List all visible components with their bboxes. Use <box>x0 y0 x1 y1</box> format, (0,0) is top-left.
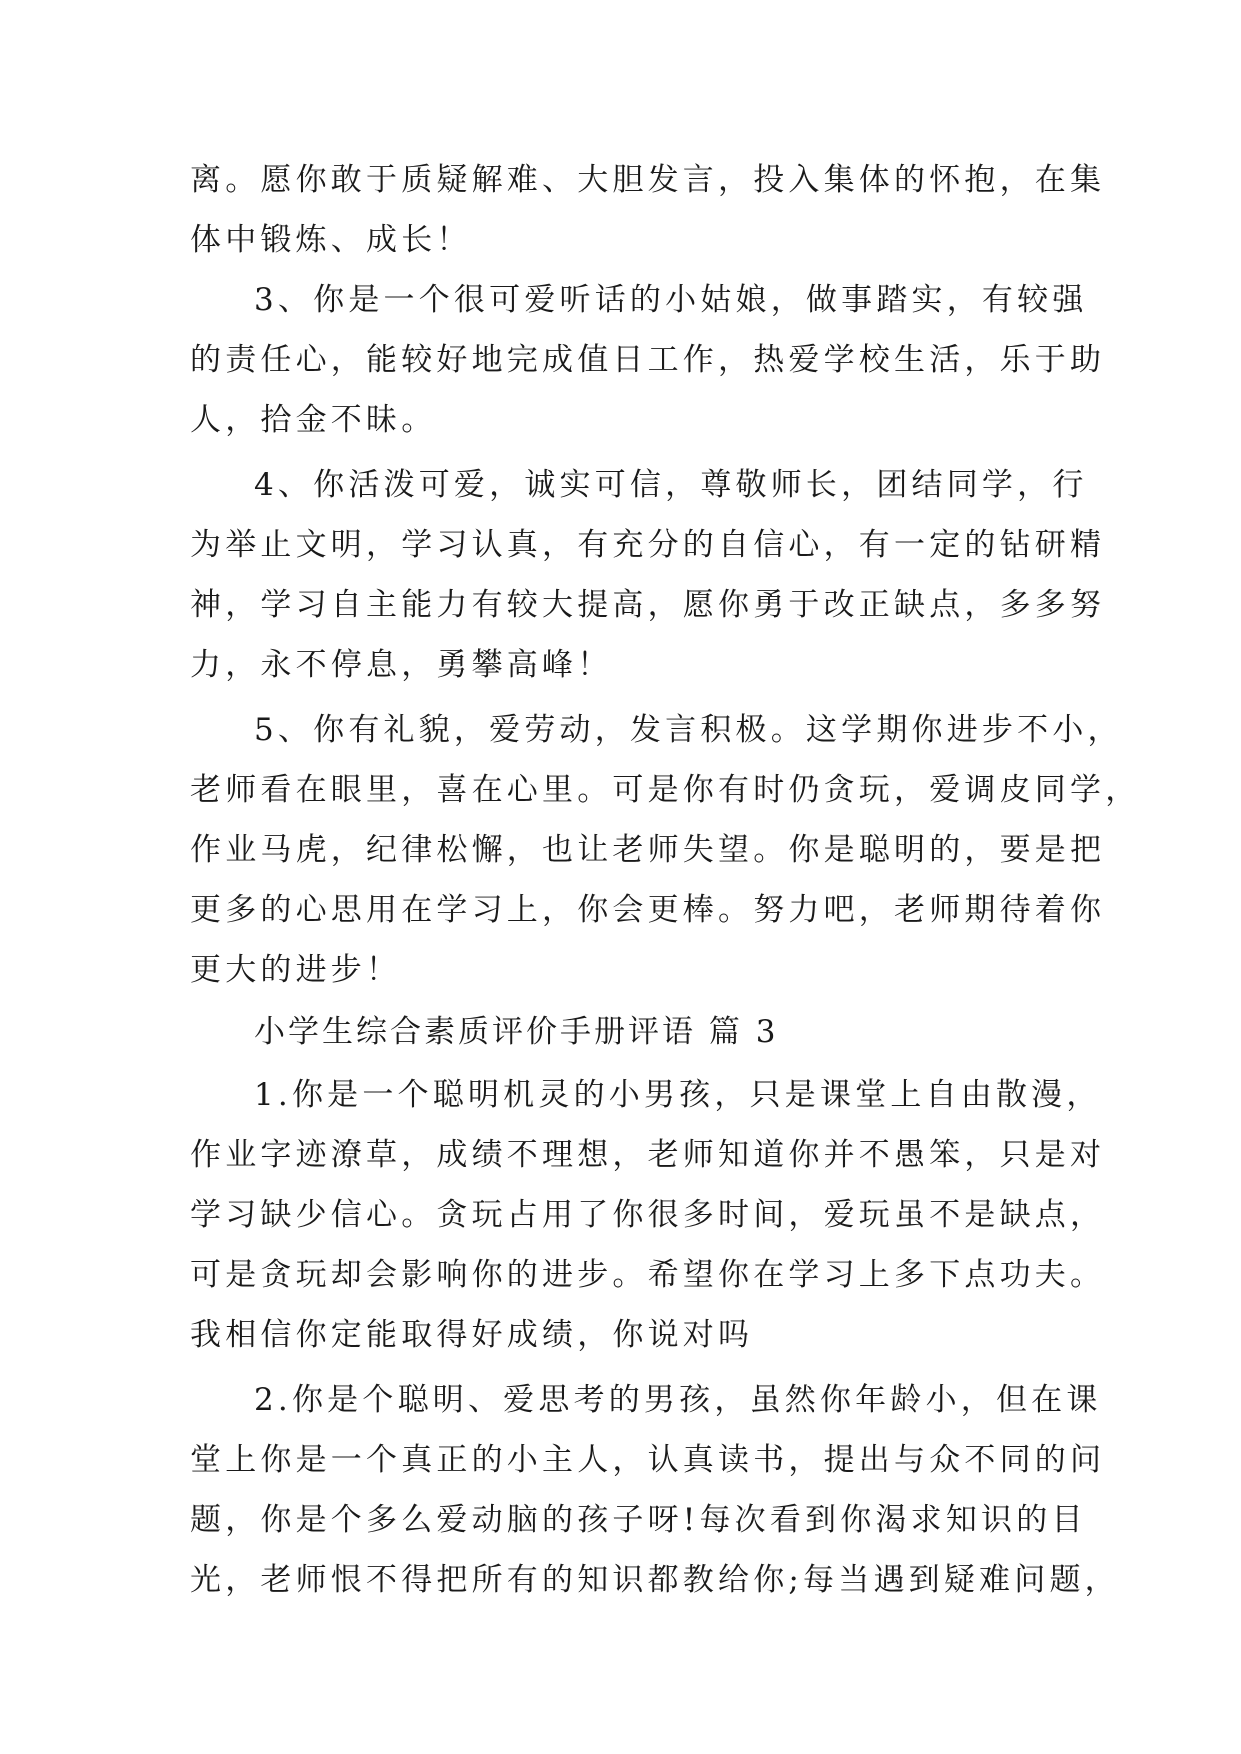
paragraph-start-3: 3、你是一个很可爱听话的小姑娘，做事踏实，有较强 <box>254 282 1088 318</box>
text-line: 我相信你定能取得好成绩，你说对吗 <box>190 1317 754 1353</box>
text-line: 神，学习自主能力有较大提高，愿你勇于改正缺点，多多努 <box>190 587 1106 623</box>
paragraph-start-1: 1.你是一个聪明机灵的小男孩，只是课堂上自由散漫， <box>254 1077 1102 1113</box>
text-line: 为举止文明，学习认真，有充分的自信心，有一定的钻研精 <box>190 527 1106 563</box>
paragraph-start-2: 2.你是个聪明、爱思考的男孩，虽然你年龄小，但在课 <box>254 1382 1102 1418</box>
text-line: 学习缺少信心。贪玩占用了你很多时间，爱玩虽不是缺点， <box>190 1197 1106 1233</box>
text-line: 可是贪玩却会影响你的进步。希望你在学习上多下点功夫。 <box>190 1257 1106 1293</box>
text-line: 作业马虎，纪律松懈，也让老师失望。你是聪明的，要是把 <box>190 832 1106 868</box>
text-line: 力，永不停息，勇攀高峰！ <box>190 647 613 683</box>
text-line: 光，老师恨不得把所有的知识都教给你;每当遇到疑难问题， <box>190 1562 1120 1598</box>
text-line: 题，你是个多么爱动脑的孩子呀!每次看到你渴求知识的目 <box>190 1502 1087 1538</box>
text-line: 堂上你是一个真正的小主人，认真读书，提出与众不同的问 <box>190 1442 1106 1478</box>
paragraph-start-4: 4、你活泼可爱，诚实可信，尊敬师长，团结同学，行 <box>254 467 1088 503</box>
text-line: 的责任心，能较好地完成值日工作，热爱学校生活，乐于助 <box>190 342 1106 378</box>
text-line: 更大的进步！ <box>190 952 402 988</box>
text-line: 作业字迹潦草，成绩不理想，老师知道你并不愚笨，只是对 <box>190 1137 1106 1173</box>
text-line: 更多的心思用在学习上，你会更棒。努力吧，老师期待着你 <box>190 892 1106 928</box>
text-line: 人，拾金不昧。 <box>190 402 437 438</box>
paragraph-start-5: 5、你有礼貌，爱劳动，发言积极。这学期你进步不小， <box>254 712 1123 748</box>
section-heading: 小学生综合素质评价手册评语 篇 3 <box>254 1014 779 1050</box>
text-line: 离。愿你敢于质疑解难、大胆发言，投入集体的怀抱，在集 <box>190 162 1106 198</box>
text-line: 体中锻炼、成长！ <box>190 222 472 258</box>
text-line: 老师看在眼里，喜在心里。可是你有时仍贪玩，爱调皮同学， <box>190 772 1141 808</box>
